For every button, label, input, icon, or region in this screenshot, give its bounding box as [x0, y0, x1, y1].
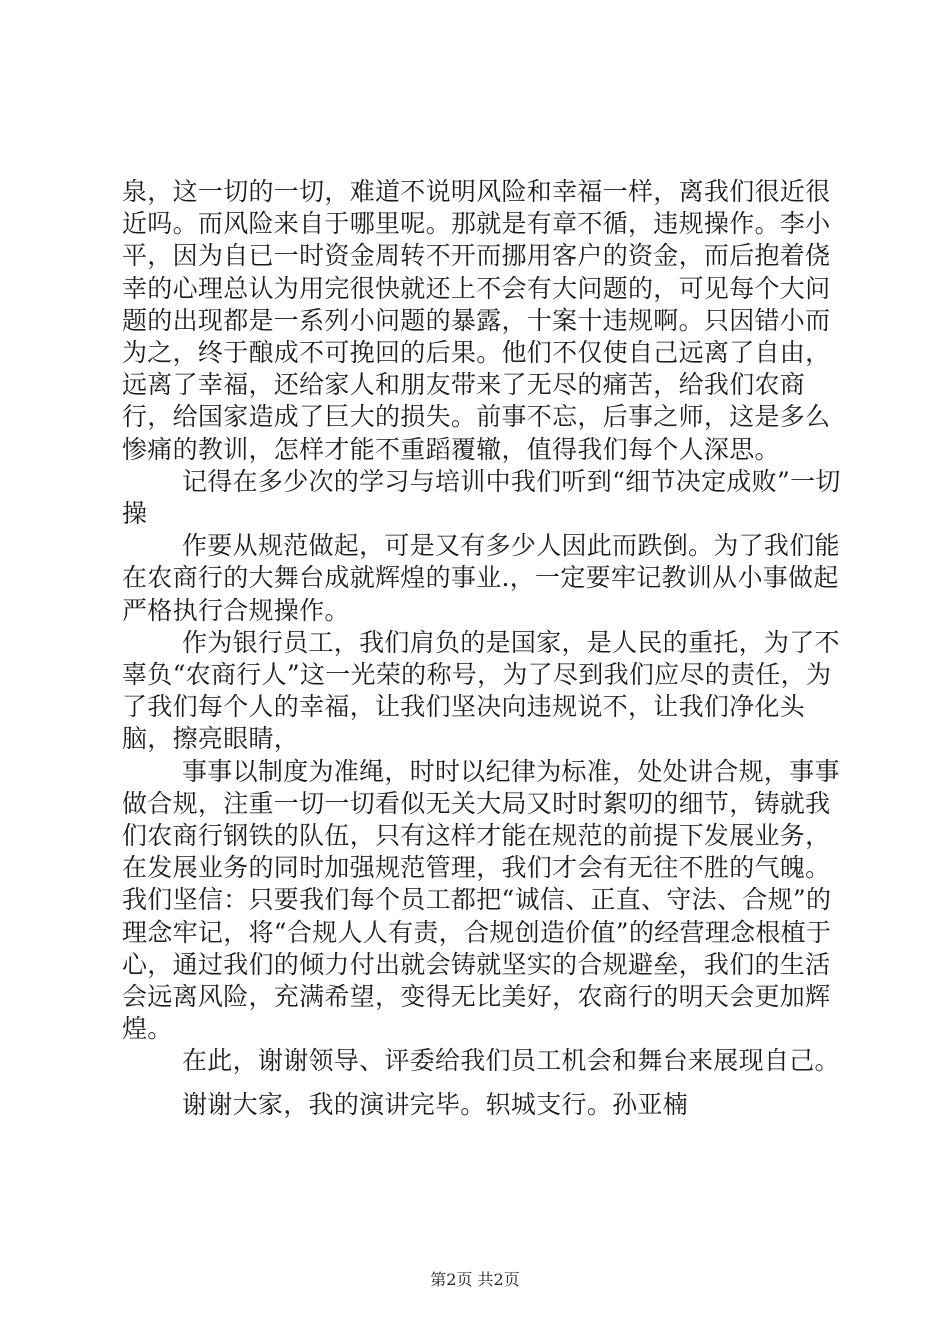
- page-footer: 第2页 共2页: [430, 1270, 520, 1289]
- paragraph-detail-decides: 记得在多少次的学习与培训中我们听到“细节决定成败”一切操: [122, 466, 841, 529]
- paragraph-continued: 泉，这一切的一切，难道不说明风险和幸福一样，离我们很近很近吗。而风险来自于哪里呢。那就是有章不循，违规操作。李小平，因为自已一时资金周转不开而挪用客户的资金，而后抱着侥幸的心理总认为用完很快就还上不会有大问题的，可见每个大问题的出现都是一系列小问题的暴露，十案十违规啊。只因错小而为之，终于酿成不可挽回的后果。他们不仅使自己远离了自由，远离了幸福，还给家人和朋友带来了无尽的痛苦，给我们农商行，给国家造成了巨大的损失。前事不忘，后事之师，这是多么惨痛的教训，怎样才能不重蹈覆辙，值得我们每个人深思。: [122, 177, 831, 464]
- paragraph-bank-staff: 作为银行员工，我们肩负的是国家，是人民的重托，为了不辜负“农商行人”这一光荣的称号，为了尽到我们应尽的责任，为了我们每个人的幸福，让我们坚决向违规说不，让我们净化头脑，擦亮眼睛，: [122, 627, 840, 754]
- paragraph-standard-operation: 作要从规范做起，可是又有多少人因此而跌倒。为了我们能在农商行的大舞台成就辉煌的事业.，一定要牢记教训从小事做起严格执行合规操作。: [122, 531, 840, 625]
- paragraph-thanks-leaders: 在此，谢谢领导、评委给我们员工机会和舞台来展现自己。: [182, 1046, 840, 1076]
- paragraph-compliance: 事事以制度为准绳，时时以纪律为标准，处处讲合规，事事做合规，注重一切一切看似无关大局又时时絮叨的细节，铸就我们农商行钢铁的队伍，只有这样才能在规范的前提下发展业务，在发展业务的同时加强规范管理，我们才会有无往不胜的气魄。我们坚信：只要我们每个员工都把“诚信、正直、守法、合规”的理念牢记，将“合规人人有责，合规创造价值”的经营理念根植于心，通过我们的倾力付出就会铸就坚实的合规避垒，我们的生活会远离风险，充满希望，变得无比美好，农商行的明天会更加辉煌。: [122, 756, 840, 1044]
- document-body: [122, 176, 842, 1078]
- closing-signature: 谢谢大家，我的演讲完毕。轵城支行。孙亚楠: [182, 1090, 689, 1119]
